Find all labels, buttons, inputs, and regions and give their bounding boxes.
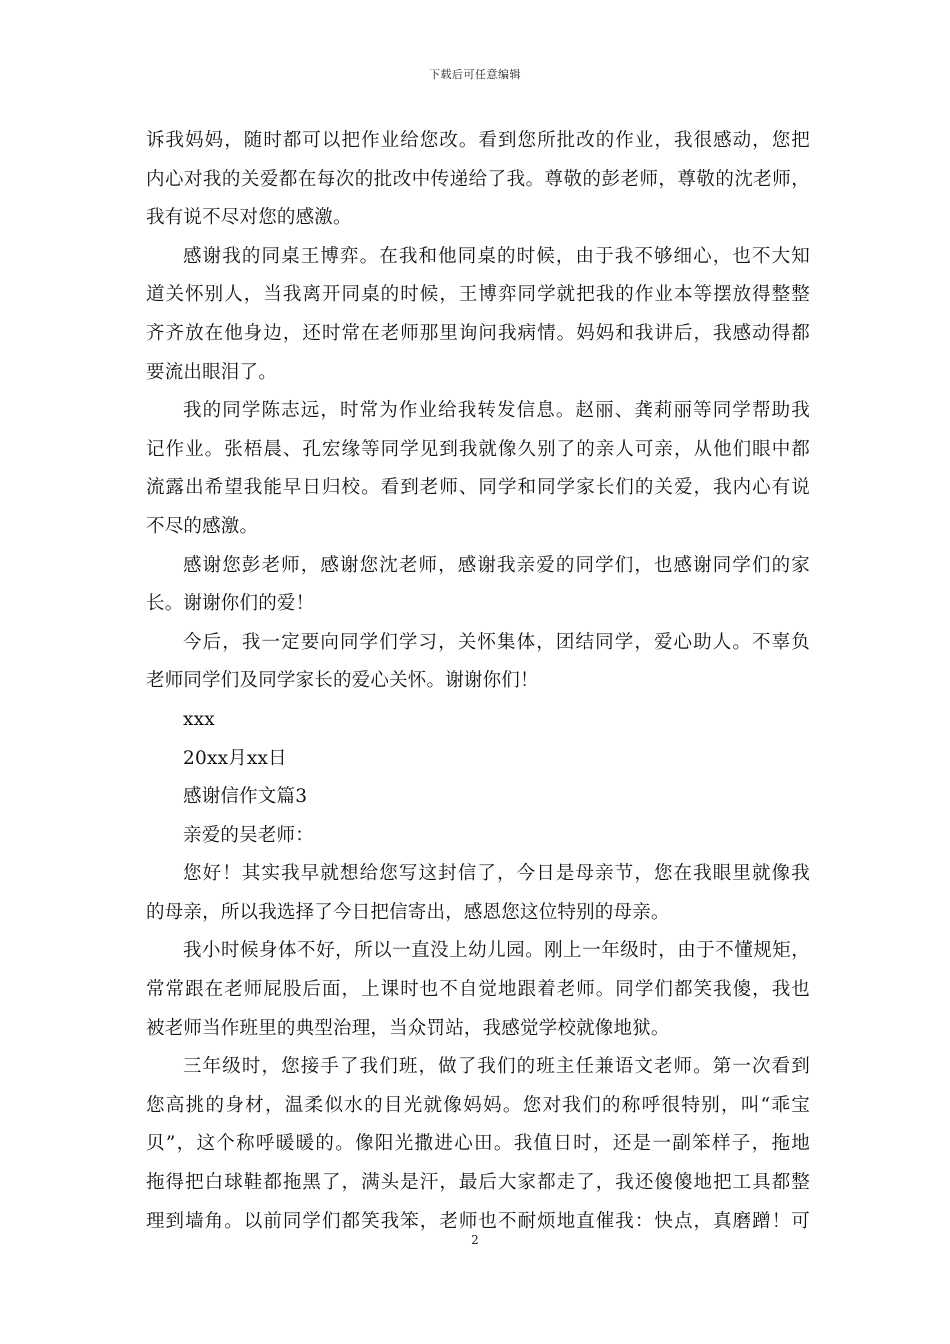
text-line: 我的同学陈志远，时常为作业给我转发信息。赵丽、龚莉丽等同学帮助我 [183, 400, 810, 422]
page-number: 2 [471, 1233, 479, 1247]
text-line: 诉我妈妈，随时都可以把作业给您改。看到您所批改的作业，我很感动，您把 [146, 130, 810, 151]
text-line: 齐齐放在他身边，还时常在老师那里询问我病情。妈妈和我讲后，我感动得都 [146, 322, 810, 344]
page-header: 下载后可任意编辑 [429, 68, 521, 81]
signature-date: 20xx月xx日 [183, 747, 287, 769]
text-line: 要流出眼泪了。 [146, 361, 277, 383]
signature-name: xxx [183, 708, 215, 730]
text-line: 记作业。张梧晨、孔宏缘等同学见到我就像久别了的亲人可亲，从他们眼中都 [146, 438, 810, 460]
document-body [146, 122, 810, 1241]
text-line: 我小时候身体不好，所以一直没上幼儿园。刚上一年级时，由于不懂规矩， [183, 940, 810, 962]
text-line: 您高挑的身材，温柔似水的目光就像妈妈。您对我们的称呼很特别，叫“乖宝 [146, 1094, 810, 1116]
text-line: 流露出希望我能早日归校。看到老师、同学和同学家长们的关爱，我内心有说 [146, 477, 810, 499]
text-line: 贝”，这个称呼暖暖的。像阳光撒进心田。我值日时，还是一副笨样子，拖地 [146, 1133, 810, 1155]
text-line: 常常跟在老师屁股后面，上课时也不自觉地跟着老师。同学们都笑我傻，我也 [146, 979, 810, 1001]
text-line: 长。谢谢你们的爱！ [146, 593, 315, 615]
text-line: 今后，我一定要向同学们学习，关怀集体，团结同学，爱心助人。不辜负 [183, 631, 810, 653]
text-line: 内心对我的关爱都在每次的批改中传递给了我。尊敬的彭老师，尊敬的沈老师， [146, 168, 810, 190]
text-line: 被老师当作班里的典型治理，当众罚站，我感觉学校就像地狱。 [146, 1017, 670, 1039]
text-line: 我有说不尽对您的感激。 [146, 207, 352, 229]
section-title: 感谢信作文篇3 [183, 786, 308, 808]
text-line: 感谢我的同桌王博弈。在我和他同桌的时候，由于我不够细心，也不大知 [183, 245, 810, 267]
text-line: 老师同学们及同学家长的爱心关怀。谢谢你们！ [146, 670, 539, 692]
text-line: 拖得把白球鞋都拖黑了，满头是汗，最后大家都走了，我还傻傻地把工具都整 [146, 1172, 810, 1194]
text-line: 三年级时，您接手了我们班，做了我们的班主任兼语文老师。第一次看到 [183, 1056, 810, 1078]
text-line: 道关怀别人，当我离开同桌的时候，王博弈同学就把我的作业本等摆放得整整 [146, 284, 810, 306]
text-line: 理到墙角。以前同学们都笑我笨，老师也不耐烦地直催我：快点，真磨蹭！可 [146, 1210, 810, 1232]
salutation: 亲爱的吴老师： [183, 824, 314, 846]
text-line: 的母亲，所以我选择了今日把信寄出，感恩您这位特别的母亲。 [146, 901, 670, 923]
text-line: 感谢您彭老师，感谢您沈老师，感谢我亲爱的同学们，也感谢同学们的家 [183, 554, 810, 576]
text-line: 不尽的感激。 [146, 515, 259, 537]
text-line: 您好！其实我早就想给您写这封信了，今日是母亲节，您在我眼里就像我 [183, 863, 810, 885]
